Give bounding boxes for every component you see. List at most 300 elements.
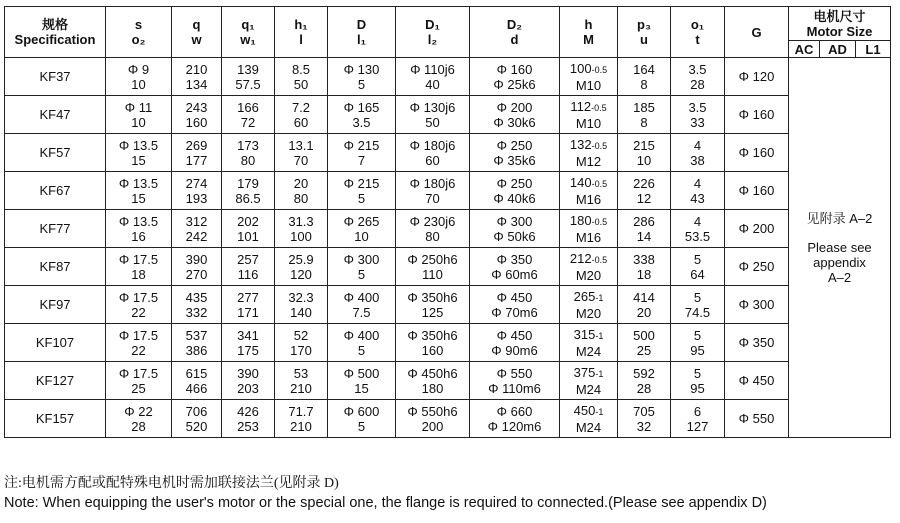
- value-bottom: 193: [185, 190, 208, 206]
- col-header: [172, 7, 222, 58]
- value-top: 277: [237, 289, 259, 305]
- table-row: [5, 96, 891, 134]
- value-cell: [106, 134, 172, 172]
- value-bottom: 80: [425, 228, 440, 244]
- value-bottom: 18: [131, 266, 146, 282]
- note-english: Note: When equipping the user's motor or the special one, the flange is required to connected.(Please see appendix D): [4, 495, 767, 511]
- value-top: Φ 215: [343, 175, 380, 191]
- value-cell: [671, 362, 725, 400]
- appendix-line: 见附录 A–2: [806, 210, 873, 226]
- tolerance-suffix: -1: [595, 406, 604, 417]
- value-top: 210: [185, 61, 208, 77]
- value-bottom: 32: [636, 418, 652, 434]
- value-top: 341: [237, 327, 259, 343]
- spec-table-body: [5, 58, 891, 438]
- value-cell: [106, 96, 172, 134]
- col-header-bottom: u: [640, 32, 648, 47]
- value-bottom: 242: [185, 228, 208, 244]
- value-bottom: M24: [575, 343, 602, 359]
- value-top: 286: [633, 213, 655, 229]
- value-top: Φ 230j6: [409, 213, 456, 229]
- value-bottom: 110: [422, 266, 443, 282]
- value-cell: [275, 324, 328, 362]
- value-top: Φ 13.5: [118, 137, 159, 153]
- value-cell: [172, 96, 222, 134]
- value-cell: [671, 58, 725, 96]
- value-top: 4: [693, 213, 702, 229]
- value-top: 132-0.5: [569, 136, 608, 152]
- motor-sub-l1: L1: [856, 41, 891, 58]
- value-cell: [618, 96, 671, 134]
- value-cell: [222, 248, 275, 286]
- value-top: Φ 22: [124, 403, 153, 419]
- value-bottom: 86.5: [235, 190, 261, 206]
- value-cell: [618, 210, 671, 248]
- value-cell: [328, 172, 396, 210]
- value-bottom: 134: [185, 76, 208, 92]
- appendix-spacer: [789, 226, 890, 240]
- value-cell: [222, 172, 275, 210]
- value-bottom: Φ 30k6: [493, 114, 536, 130]
- spec-model-cell: KF57: [5, 134, 106, 172]
- value-cell: [618, 248, 671, 286]
- value-bottom: 57.5: [235, 76, 261, 92]
- value-cell: [671, 172, 725, 210]
- spec-model-cell: KF37: [5, 58, 106, 96]
- col-header: [396, 7, 470, 58]
- value-cell: [328, 400, 396, 438]
- value-top: Φ 160: [496, 61, 533, 77]
- value-cell: [172, 58, 222, 96]
- value-top: Φ 600: [343, 403, 380, 419]
- value-top: 265-1: [573, 288, 604, 304]
- value-cell: [396, 96, 470, 134]
- header-row: [5, 7, 891, 41]
- value-cell: [618, 324, 671, 362]
- value-cell: [671, 96, 725, 134]
- g-header: G: [725, 7, 789, 58]
- value-cell: [560, 134, 618, 172]
- value-bottom: 170: [290, 342, 312, 358]
- col-header: [618, 7, 671, 58]
- value-cell: [470, 210, 560, 248]
- col-header-bottom: M: [583, 32, 594, 47]
- value-bottom: 101: [237, 228, 259, 244]
- table-row: [5, 362, 891, 400]
- value-bottom: 70: [425, 190, 440, 206]
- value-top: 5: [693, 327, 702, 343]
- value-top: 5: [693, 289, 702, 305]
- value-cell: [222, 400, 275, 438]
- value-cell: [106, 172, 172, 210]
- value-top: 426: [237, 403, 259, 419]
- table-row: [5, 400, 891, 438]
- value-cell: [470, 400, 560, 438]
- value-top: Φ 400: [343, 327, 380, 343]
- value-bottom: Φ 110m6: [488, 380, 541, 396]
- tolerance-suffix: -1: [595, 368, 604, 379]
- value-bottom: 74.5: [684, 304, 711, 320]
- value-cell: [222, 362, 275, 400]
- value-cell: [172, 324, 222, 362]
- value-cell: [275, 210, 328, 248]
- value-bottom: 5: [357, 266, 366, 282]
- value-bottom: M20: [575, 305, 602, 321]
- value-top: 615: [185, 365, 208, 381]
- value-cell: [106, 248, 172, 286]
- value-cell: [222, 96, 275, 134]
- value-cell: [328, 324, 396, 362]
- value-cell: [172, 400, 222, 438]
- value-bottom: 80: [293, 190, 309, 206]
- value-bottom: 64: [690, 266, 705, 282]
- tolerance-suffix: -1: [595, 330, 604, 341]
- value-top: 3.5: [688, 61, 707, 77]
- value-bottom: 95: [690, 380, 705, 396]
- value-bottom: M12: [575, 153, 602, 169]
- value-cell: [106, 286, 172, 324]
- value-top: 315-1: [573, 326, 604, 342]
- value-cell: [396, 134, 470, 172]
- spec-table: [4, 6, 891, 438]
- tolerance-suffix: -0.5: [591, 140, 608, 151]
- value-bottom: 100: [290, 228, 312, 244]
- value-top: Φ 17.5: [118, 365, 159, 381]
- value-bottom: 210: [290, 380, 312, 396]
- col-header-top: o₁: [690, 17, 705, 32]
- value-cell: [328, 286, 396, 324]
- spec-header: [5, 7, 106, 58]
- value-top: Φ 165: [343, 99, 380, 115]
- value-top: 338: [633, 251, 655, 267]
- col-header-top: h₁: [294, 17, 308, 32]
- value-top: 212-0.5: [569, 250, 608, 266]
- col-header-bottom: l₂: [427, 32, 438, 47]
- value-cell: [618, 286, 671, 324]
- value-cell: [560, 172, 618, 210]
- value-top: 414: [633, 289, 655, 305]
- value-bottom: 5: [357, 76, 366, 92]
- value-top: Φ 250: [496, 175, 533, 191]
- value-bottom: M20: [575, 267, 602, 283]
- spec-model-cell: KF97: [5, 286, 106, 324]
- value-bottom: 43: [690, 190, 705, 206]
- value-bottom: 160: [421, 342, 444, 358]
- value-top: 112-0.5: [570, 98, 607, 114]
- value-cell: [106, 362, 172, 400]
- g-cell: Φ 160: [725, 96, 789, 134]
- value-cell: [618, 172, 671, 210]
- appendix-line: A–2: [827, 269, 852, 285]
- value-top: 32.3: [288, 289, 314, 305]
- value-bottom: Φ 35k6: [493, 152, 536, 168]
- value-bottom: 3.5: [352, 114, 371, 130]
- g-cell: Φ 160: [725, 172, 789, 210]
- value-bottom: 140: [290, 304, 312, 320]
- value-top: 164: [633, 61, 655, 77]
- value-top: 215: [633, 137, 655, 153]
- value-top: 13.1: [288, 137, 314, 153]
- value-top: 185: [633, 99, 655, 115]
- value-top: 435: [185, 289, 208, 305]
- value-top: 243: [185, 99, 208, 115]
- value-cell: [396, 362, 470, 400]
- value-cell: [671, 248, 725, 286]
- value-cell: [275, 286, 328, 324]
- motor-sub-ad: AD: [820, 41, 856, 58]
- value-top: Φ 300: [343, 251, 380, 267]
- value-bottom: 16: [131, 228, 146, 244]
- value-top: Φ 660: [496, 403, 533, 419]
- value-top: 100-0.5: [569, 60, 608, 76]
- value-cell: [560, 400, 618, 438]
- tolerance-suffix: -0.5: [591, 102, 607, 113]
- value-top: Φ 350: [496, 251, 533, 267]
- col-header-bottom: l: [299, 32, 303, 47]
- col-header: [222, 7, 275, 58]
- col-header-top: D₁: [425, 17, 440, 32]
- value-cell: [172, 134, 222, 172]
- value-cell: [618, 134, 671, 172]
- value-top: Φ 450h6: [407, 365, 458, 381]
- table-row: [5, 134, 891, 172]
- value-bottom: 14: [636, 228, 652, 244]
- note-chinese: 注:电机需方配或配特殊电机时需加联接法兰(见附录 D): [4, 476, 339, 491]
- value-cell: [275, 134, 328, 172]
- value-cell: [172, 172, 222, 210]
- value-bottom: 386: [185, 342, 208, 358]
- value-bottom: M10: [575, 115, 602, 131]
- value-bottom: 10: [131, 114, 146, 130]
- col-header-bottom: d: [510, 32, 519, 47]
- value-cell: [222, 286, 275, 324]
- value-cell: [275, 400, 328, 438]
- value-bottom: 270: [185, 266, 208, 282]
- value-bottom: 72: [240, 114, 256, 130]
- value-cell: [328, 134, 396, 172]
- value-bottom: Φ 25k6: [493, 76, 536, 92]
- spec-table-container: [4, 6, 894, 438]
- value-cell: [560, 286, 618, 324]
- col-header-top: q: [192, 17, 201, 32]
- value-top: 375-1: [573, 364, 604, 380]
- value-top: Φ 450: [496, 327, 533, 343]
- value-top: 53: [293, 365, 309, 381]
- value-bottom: 53.5: [684, 228, 711, 244]
- tolerance-suffix: -0.5: [591, 216, 608, 227]
- value-top: 31.3: [288, 213, 314, 229]
- appendix-line: appendix: [813, 254, 866, 270]
- value-top: 450-1: [573, 402, 604, 418]
- value-cell: [560, 96, 618, 134]
- value-bottom: Φ 40k6: [493, 190, 536, 206]
- value-bottom: 38: [690, 152, 705, 168]
- value-bottom: 8: [640, 114, 648, 130]
- value-top: Φ 215: [343, 137, 380, 153]
- g-cell: Φ 550: [725, 400, 789, 438]
- motor-size-cn: 电机尺寸: [813, 8, 866, 24]
- tolerance-suffix: -0.5: [591, 64, 608, 75]
- value-bottom: 120: [290, 266, 312, 282]
- g-cell: Φ 250: [725, 248, 789, 286]
- value-top: 274: [185, 175, 208, 191]
- value-bottom: Φ 70m6: [491, 304, 538, 320]
- col-header: [671, 7, 725, 58]
- value-bottom: 33: [690, 114, 705, 130]
- value-top: Φ 130j6: [409, 99, 456, 115]
- value-top: Φ 450: [496, 289, 533, 305]
- value-bottom: 125: [421, 304, 444, 320]
- g-cell: Φ 200: [725, 210, 789, 248]
- col-header-bottom: w: [191, 32, 202, 47]
- value-top: 25.9: [288, 251, 314, 267]
- value-bottom: 80: [240, 152, 256, 168]
- value-cell: [560, 210, 618, 248]
- value-top: 166: [237, 99, 259, 115]
- value-cell: [275, 362, 328, 400]
- value-cell: [106, 400, 172, 438]
- value-cell: [671, 134, 725, 172]
- value-bottom: 180: [421, 380, 444, 396]
- value-bottom: 40: [425, 76, 440, 92]
- value-cell: [275, 58, 328, 96]
- value-bottom: 7.5: [352, 304, 371, 320]
- value-bottom: Φ 50k6: [493, 228, 536, 244]
- value-bottom: 10: [131, 76, 146, 92]
- table-row: [5, 210, 891, 248]
- value-top: 140-0.5: [569, 174, 608, 190]
- value-bottom: 8: [640, 76, 648, 92]
- value-cell: [275, 248, 328, 286]
- value-cell: [328, 210, 396, 248]
- value-top: 20: [293, 175, 309, 191]
- value-cell: [106, 210, 172, 248]
- value-bottom: 175: [237, 342, 259, 358]
- value-cell: [560, 324, 618, 362]
- value-cell: [470, 96, 560, 134]
- value-bottom: 520: [185, 418, 208, 434]
- value-bottom: 7: [357, 152, 366, 168]
- value-cell: [470, 58, 560, 96]
- appendix-line: Please see: [807, 239, 872, 255]
- spec-model-cell: KF127: [5, 362, 106, 400]
- value-cell: [671, 400, 725, 438]
- value-bottom: Φ 120m6: [487, 418, 542, 434]
- value-top: 257: [237, 251, 259, 267]
- value-cell: [172, 286, 222, 324]
- value-bottom: 18: [636, 266, 652, 282]
- value-cell: [396, 210, 470, 248]
- value-bottom: 15: [354, 380, 369, 396]
- value-top: Φ 265: [343, 213, 380, 229]
- value-top: Φ 130: [343, 61, 380, 77]
- value-cell: [396, 286, 470, 324]
- value-cell: [222, 134, 275, 172]
- value-bottom: 210: [290, 418, 312, 434]
- value-bottom: 253: [237, 418, 259, 434]
- value-top: 139: [237, 61, 259, 77]
- value-cell: [396, 324, 470, 362]
- value-bottom: 28: [690, 76, 705, 92]
- value-bottom: 200: [421, 418, 444, 434]
- value-bottom: 5: [357, 342, 366, 358]
- value-cell: [470, 248, 560, 286]
- value-top: Φ 300: [496, 213, 533, 229]
- value-top: Φ 13.5: [118, 175, 159, 191]
- value-cell: [172, 210, 222, 248]
- table-row: [5, 324, 891, 362]
- value-top: Φ 350h6: [407, 327, 458, 343]
- value-cell: [396, 248, 470, 286]
- value-bottom: 5: [357, 190, 366, 206]
- value-cell: [222, 58, 275, 96]
- col-header-top: h: [584, 17, 593, 32]
- value-bottom: 15: [131, 190, 146, 206]
- col-header: [560, 7, 618, 58]
- value-top: 269: [185, 137, 208, 153]
- value-bottom: M16: [575, 229, 602, 245]
- value-top: 202: [237, 213, 259, 229]
- value-top: 179: [237, 175, 259, 191]
- value-cell: [328, 362, 396, 400]
- value-bottom: 127: [686, 418, 709, 434]
- col-header-top: p₃: [637, 17, 651, 32]
- value-cell: [172, 362, 222, 400]
- value-bottom: 50: [293, 76, 309, 92]
- value-bottom: M10: [575, 77, 602, 93]
- value-bottom: Φ 60m6: [491, 266, 538, 282]
- value-top: 4: [693, 137, 702, 153]
- value-cell: [470, 172, 560, 210]
- value-bottom: 466: [185, 380, 208, 396]
- spec-model-cell: KF67: [5, 172, 106, 210]
- value-cell: [560, 248, 618, 286]
- g-cell: Φ 160: [725, 134, 789, 172]
- value-cell: [470, 324, 560, 362]
- value-bottom: M24: [575, 381, 602, 397]
- table-row: [5, 248, 891, 286]
- value-top: Φ 110j6: [410, 61, 455, 77]
- value-top: Φ 250: [496, 137, 533, 153]
- g-cell: Φ 300: [725, 286, 789, 324]
- value-cell: [671, 210, 725, 248]
- g-cell: Φ 450: [725, 362, 789, 400]
- value-bottom: 15: [131, 152, 146, 168]
- value-cell: [275, 172, 328, 210]
- value-cell: [470, 362, 560, 400]
- tolerance-suffix: -1: [595, 292, 604, 303]
- motor-size-en: Motor Size: [806, 23, 873, 39]
- value-top: Φ 180j6: [409, 137, 456, 153]
- value-cell: [560, 58, 618, 96]
- value-top: 180-0.5: [569, 212, 608, 228]
- col-header-bottom: w₁: [240, 32, 256, 47]
- value-bottom: 22: [131, 304, 146, 320]
- spec-header-en: Specification: [14, 32, 96, 47]
- value-bottom: 10: [636, 152, 652, 168]
- value-top: Φ 17.5: [118, 289, 159, 305]
- value-bottom: Φ 90m6: [491, 342, 538, 358]
- value-top: 500: [633, 327, 655, 343]
- value-top: 8.5: [291, 61, 311, 77]
- tolerance-suffix: -0.5: [591, 178, 608, 189]
- value-bottom: 22: [131, 342, 146, 358]
- value-top: 390: [185, 251, 208, 267]
- col-header: [106, 7, 172, 58]
- value-bottom: 171: [237, 304, 259, 320]
- spec-header-cn: 规格: [41, 17, 68, 32]
- value-cell: [275, 96, 328, 134]
